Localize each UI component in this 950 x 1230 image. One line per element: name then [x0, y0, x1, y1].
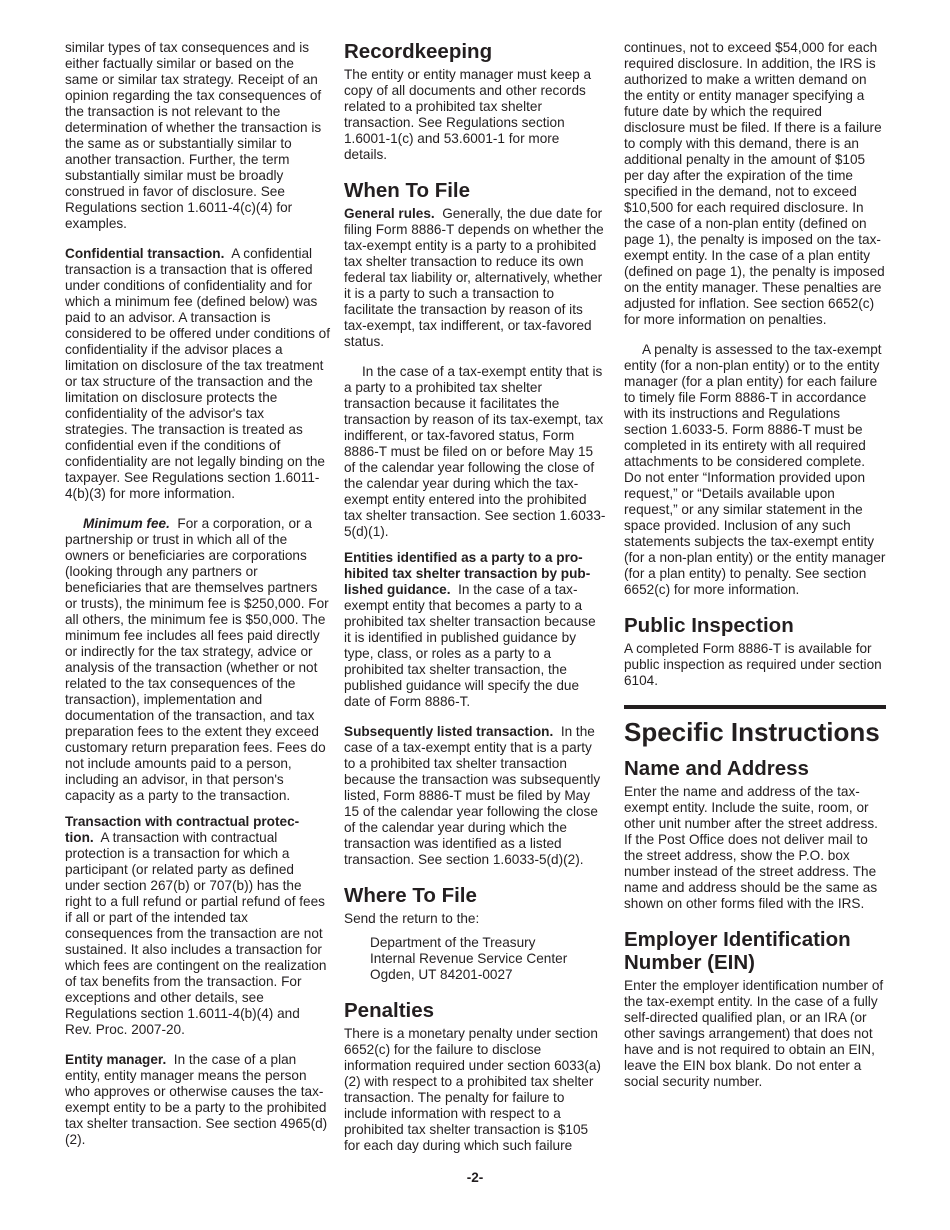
paragraph-penalty-assessed: A penalty is assessed to the tax-exempt entity (for a non-plan entity) or to the entity manager (for a plan entity) for each failure to timely file Form 8886-T in accordance with its instructions and Regulations section 1.6033-5. Form 8886-T must be completed in its entirety with all required attachments to be considered complete. Do not enter “Information provided upon request,” or “Details available upon request,” or any similar statement in the space provided. Inclusion of any such statements subjects the tax-exempt entity (for a non-plan entity) or the entity manager (for a plan entity) to penalty. See section 6652(c) for more information.: [624, 342, 886, 597]
paragraph-where-to-file: Send the return to the:: [344, 911, 480, 926]
paragraph-text: In the case of a plan entity, entity manager means the person who approves or otherwise causes the tax-exempt entity to be a party to the prohibited tax shelter transaction. See section 4965(d)(2).: [65, 1052, 328, 1147]
heading-ein: Employer Identification Number (EIN): [624, 928, 851, 974]
section-rule: [624, 705, 886, 709]
paragraph-penalties: There is a monetary penalty under section 6652(c) for the failure to disclose information required under section 6033(a)(2) with respect to a prohibited tax shelter transaction. The penalty for failure to include information with respect to a prohibited tax shelter transaction is $105 for each day during which such failure: [344, 1026, 601, 1153]
paragraph-published-guidance: [344, 550, 606, 710]
heading-name-and-address: Name and Address: [624, 757, 809, 780]
paragraph-general-rules: [344, 206, 606, 350]
run-in-heading: Minimum fee.: [83, 516, 170, 531]
address-line: Ogden, UT 84201-0027: [370, 967, 513, 982]
column-left: [65, 40, 330, 1162]
paragraph-ein: Enter the employer identification number of the tax-exempt entity. In the case of a fully self-directed qualified plan, or an IRA (or other savings arrangement) that does not have and is not required to obtain an EIN, leave the EIN box blank. Do not enter a social security number.: [624, 978, 884, 1089]
heading-recordkeeping: Recordkeeping: [344, 40, 493, 63]
heading-penalties: Penalties: [344, 999, 435, 1022]
paragraph-penalties-continued: continues, not to exceed $54,000 for each required disclosure. In addition, the IRS is authorized to make a written demand on the entity or entity manager specifying a future date by which the required disclosure must be filed. If there is a failure to comply with this demand, there is an additional penalty in the amount of $105 per day after the expiration of the time specified in the demand, not to exceed $10,500 for each required disclosure. In the case of a non-plan entity (defined on page 1), the penalty is imposed on the tax-exempt entity. In the case of a plan entity (defined on page 1), the penalty is imposed on the entity manager. These penalties are adjusted for inflation. See section 6652(c) for more information on penalties.: [624, 40, 885, 327]
paragraph-text: Generally, the due date for filing Form 8886-T depends on whether the tax-exempt entity is a party to a prohibited tax shelter transaction to reduce its own federal tax liability or, alternatively, whether it is a party to such a transaction to facilitate the transaction by reason of its tax-exempt, tax indifferent, or tax-favored status.: [344, 206, 604, 349]
paragraph-text: In the case of a tax-exempt entity that becomes a party to a prohibited tax shelter transaction because it is identified in published guidance by type, class, or roles as a party to a prohibited tax shelter transaction, the published guidance will specify the due date of Form 8886-T.: [344, 582, 596, 709]
column-right: [624, 40, 886, 1104]
paragraph-contractual-protection: [65, 814, 330, 1038]
address-line: Department of the Treasury: [370, 935, 536, 950]
paragraph-recordkeeping: The entity or entity manager must keep a copy of all documents and other records related to a prohibited tax shelter transaction. See Regulations section 1.6001-1(c) and 53.6001-1 for more details.: [344, 67, 592, 162]
paragraph-continued: similar types of tax consequences and is either factually similar or based on the same or similar tax strategy. Receipt of an opinion regarding the tax consequences of the transaction is not relevant to the determination of whether the transaction is the same as or substantially similar to another transaction. Further, the term substantially similar must be broadly construed in favor of disclosure. See Regulations section 1.6011-4(c)(4) for examples.: [65, 40, 322, 231]
run-in-heading: Entities identified as a party to a pro-hibited tax shelter transaction by pub-lished guidance.: [344, 550, 591, 597]
mailing-address: [370, 935, 606, 983]
run-in-heading: Subsequently listed transaction.: [344, 724, 554, 739]
paragraph-text: For a corporation, or a partnership or trust in which all of the owners or beneficiaries are corporations (looking through any partners or beneficiaries that are themselves partners or trusts), the minimum fee is $250,000. For all others, the minimum fee is $50,000. The minimum fee includes all fees paid directly or indirectly for the tax strategy, advice or analysis of the transaction (whether or not related to the tax consequences of the transaction), implementation and documentation of the transaction, and tax preparation fees to the extent they exceed customary return preparation fees. Fees do not include amounts paid to a person, including an advisor, in that person's capacity as a party to the transaction.: [65, 516, 329, 803]
run-in-heading: Transaction with contractual protec-tion.: [65, 814, 300, 845]
paragraph-facilitating-entity: In the case of a tax-exempt entity that is a party to a prohibited tax shelter transaction because it facilitates the transaction by reason of its tax-exempt, tax indifferent, or tax-favored status, Form 8886-T must be filed on or before May 15 of the calendar year following the close of the calendar year during which the tax-exempt entity entered into the prohibited tax shelter transaction. See section 1.6033-5(d)(1).: [344, 364, 606, 539]
paragraph-text: A confidential transaction is a transaction that is offered under conditions of confidentiality and for which a minimum fee (defined below) was paid to an advisor. A transaction is considered to be offered under conditions of confidentiality if the advisor places a limitation on disclosure of the tax treatment or tax structure of the transaction and the limitation on disclosure protects the confidentiality of the advisor's tax strategies. The transaction is treated as confidential even if the conditions of confidentiality are not legally binding on the taxpayer. See Regulations section 1.6011-4(b)(3) for more information.: [65, 246, 331, 501]
heading-where-to-file: Where To File: [344, 884, 477, 907]
column-middle: [344, 40, 606, 1168]
paragraph-name-and-address: Enter the name and address of the tax-exempt entity. Include the suite, room, or other unit number after the street address. If the Post Office does not deliver mail to the street address, show the P.O. box number instead of the street address. The name and address should be the same as shown on other forms filed with the IRS.: [624, 784, 878, 911]
paragraph-minimum-fee: [65, 516, 330, 804]
page-number: -2-: [466, 1170, 484, 1185]
heading-when-to-file: When To File: [344, 179, 471, 202]
paragraph-text: A transaction with contractual protection is a transaction for which a participant (or related party as defined under section 267(b) or 707(b)) has the right to a full refund or partial refund of fees if all or part of the intended tax consequences from the transaction are not sustained. It also includes a transaction for which fees are contingent on the realization of tax benefits from the transaction. For exceptions and other details, see Regulations section 1.6011-4(b)(4) and Rev. Proc. 2007-20.: [65, 830, 327, 1037]
paragraph-confidential-transaction: [65, 246, 330, 502]
run-in-heading: Confidential transaction.: [65, 246, 225, 261]
paragraph-subsequently-listed: [344, 724, 606, 868]
paragraph-entity-manager: [65, 1052, 330, 1148]
address-line: Internal Revenue Service Center: [370, 951, 568, 966]
heading-specific-instructions: Specific Instructions: [624, 717, 880, 747]
paragraph-text: In the case of a tax-exempt entity that is a party to a prohibited tax shelter transaction because the transaction was subsequently listed, Form 8886-T must be filed by May 15 of the calendar year following the close of the calendar year during which the transaction was identified as a listed transaction. See section 1.6033-5(d)(2).: [344, 724, 601, 867]
paragraph-public-inspection: A completed Form 8886-T is available for public inspection as required under section 6104.: [624, 641, 882, 688]
run-in-heading: General rules.: [344, 206, 435, 221]
heading-public-inspection: Public Inspection: [624, 614, 794, 637]
run-in-heading: Entity manager.: [65, 1052, 167, 1067]
